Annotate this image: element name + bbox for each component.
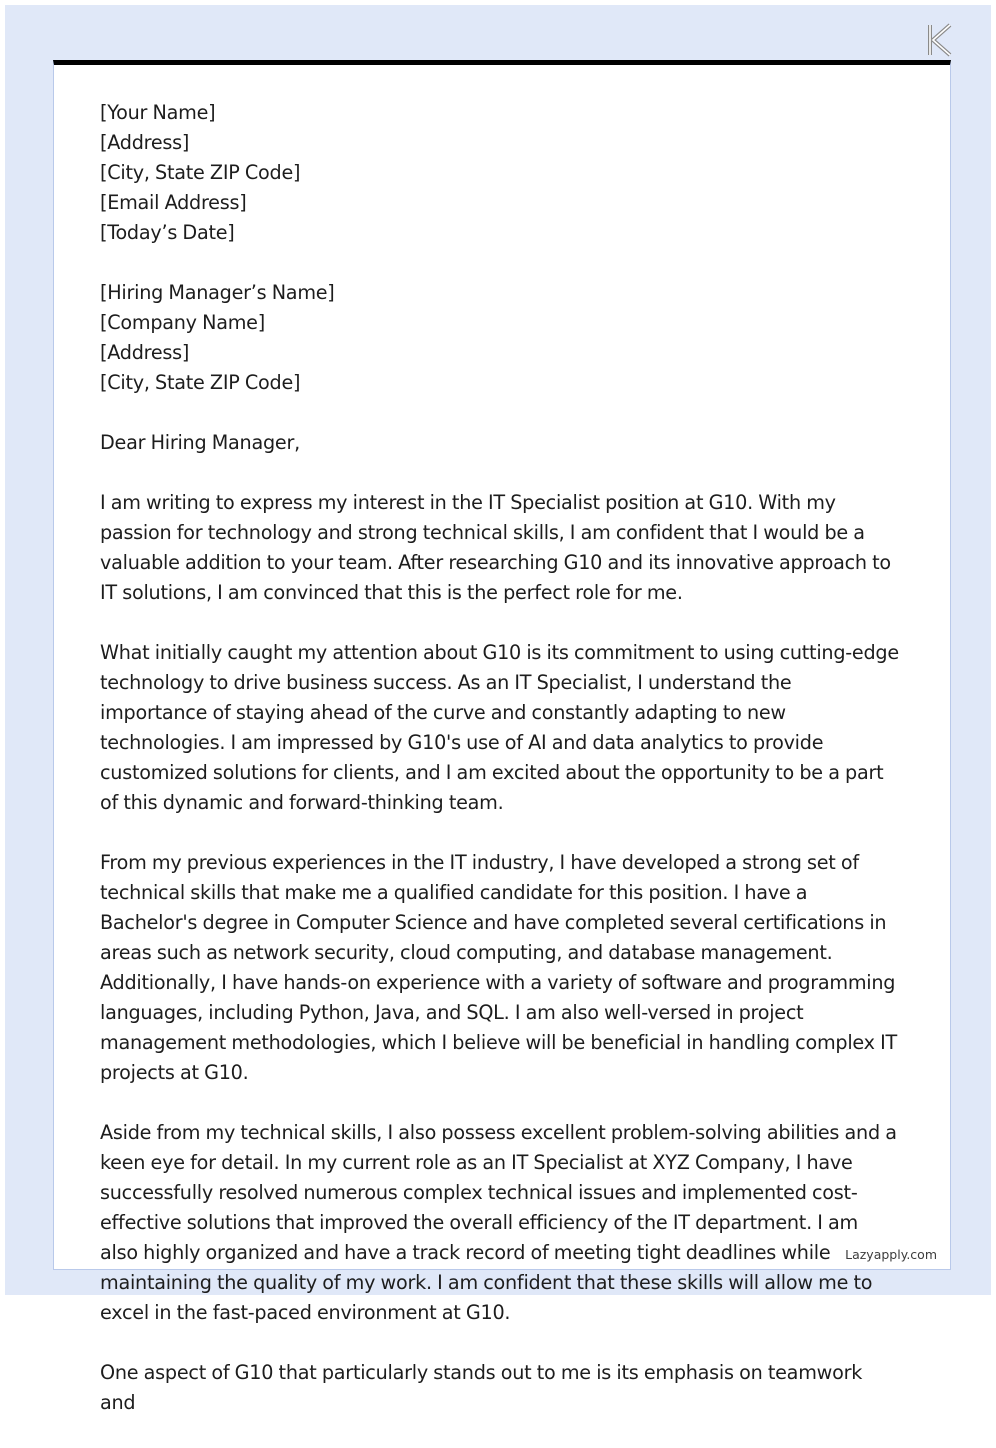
body-paragraph: Aside from my technical skills, I also possess excellent problem-solving abilities and a keen eye for detail. In my current role as an IT Specialist at XYZ Company, I have successfully resolved numerous complex technical issues and implemented cost-effective solutions that improved the overall efficiency of the IT department. I am also highly organized and have a track record of meeting tight deadlines while maintaining the quality of my work. I am confident that these skills will allow me to excel in the fast-paced environment at G10.: [100, 1121, 897, 1324]
recipient-name: [Hiring Manager’s Name]: [100, 281, 335, 304]
body-paragraph: From my previous experiences in the IT industry, I have developed a strong set of technical skills that make me a qualified candidate for this position. I have a Bachelor's degree in Computer Science and have completed several certifications in areas such as network security, cloud computing, and database management. Additionally, I have hands-on experience with a variety of software and programming languages, including Python, Java, and SQL. I am also well-versed in project management methodologies, which I believe will be beneficial in handling complex IT projects at G10.: [100, 851, 897, 1084]
recipient-city-state-zip: [City, State ZIP Code]: [100, 371, 301, 394]
recipient-address-block: [100, 278, 900, 398]
body-paragraph: One aspect of G10 that particularly stands out to me is its emphasis on teamwork and: [100, 1361, 863, 1414]
body-paragraph: What initially caught my attention about G10 is its commitment to using cutting-edge technology to drive business success. As an IT Specialist, I understand the importance of staying ahead of the curve and constantly adapting to new technologies. I am impressed by G10's use of AI and data analytics to provide customized solutions for clients, and I am excited about the opportunity to be a part of this dynamic and forward-thinking team.: [100, 641, 899, 814]
sender-name: [Your Name]: [100, 101, 216, 124]
letter-date: [Today’s Date]: [100, 221, 235, 244]
sender-address-block: [100, 98, 900, 248]
salutation: Dear Hiring Manager,: [100, 431, 300, 454]
watermark-text: Lazyapply.com: [845, 1247, 937, 1262]
body-paragraph: I am writing to express my interest in the IT Specialist position at G10. With my passion for technology and strong technical skills, I am confident that I would be a valuable addition to your team. After researching G10 and its innovative approach to IT solutions, I am convinced that this is the perfect role for me.: [100, 491, 891, 604]
sender-address: [Address]: [100, 131, 190, 154]
recipient-address: [Address]: [100, 341, 190, 364]
recipient-company: [Company Name]: [100, 311, 265, 334]
sender-city-state-zip: [City, State ZIP Code]: [100, 161, 301, 184]
k-logo-icon: [924, 21, 956, 59]
sender-email: [Email Address]: [100, 191, 247, 214]
cover-letter: [100, 98, 900, 1448]
